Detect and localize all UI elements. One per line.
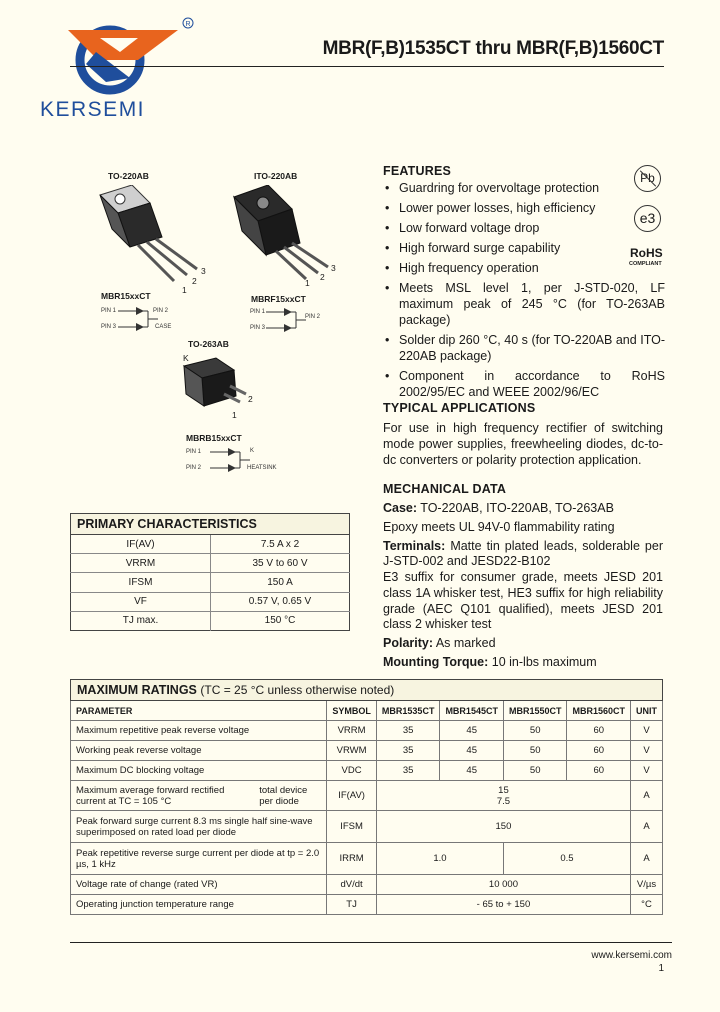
page-number: 1 [658,963,664,974]
mbr-series-label: MBR15xxCT [101,291,151,301]
table-row: Peak repetitive reverse surge current per diode at tp = 2.0 µs, 1 kHz IRRM 1.0 0.5 A [71,843,663,875]
table-row: Maximum average forward rectified current at TC = 105 °C total device per diode IF(AV) 15 7.5 A [71,781,663,811]
case-text: TO-220AB, ITO-220AB, TO-263AB [420,501,614,515]
mbrb-pin1-label: PIN 1 [186,449,202,455]
mbrb-k-label: K [250,448,255,454]
to263-pinK: K [183,353,189,363]
feature-item: • Guardring for overvoltage protection [383,180,665,196]
feature-item: • Component in accordance to RoHS 2002/95/EC and WEEE 2002/96/EC [383,368,665,400]
typical-applications-heading: TYPICAL APPLICATIONS [383,401,536,415]
feature-item: • Low forward voltage drop [383,220,665,236]
table-row: IF(AV) 7.5 A x 2 [71,535,350,554]
table-row: TJ max. 150 °C [71,611,350,630]
mechanical-heading: MECHANICAL DATA [383,482,507,496]
table-row: Working peak reverse voltage VRWM 35 45 50 60 V [71,741,663,761]
feature-item: • Meets MSL level 1, per J-STD-020, LF maximum peak of 245 °C (for TO-263AB package) [383,280,665,328]
to220ab-package-icon [92,185,212,290]
case-label: Case: [383,501,418,515]
ito220ab-label: ITO-220AB [254,171,298,181]
polarity-text: As marked [435,636,496,650]
table-row: Maximum repetitive peak reverse voltage VRRM 35 45 50 60 V [71,721,663,741]
feature-item: • Lower power losses, high efficiency [383,200,665,216]
mbr-pin2-label: PIN 2 [153,308,169,314]
to220-pin3: 3 [201,266,206,276]
table-row: Operating junction temperature range TJ - 65 to + 150 °C [71,895,663,915]
feature-item: • Solder dip 260 °C, 40 s (for TO-220AB and ITO-220AB package) [383,332,665,364]
mbrb-series-label: MBRB15xxCT [186,433,242,443]
lead-free-icon: Pb [634,165,661,192]
feature-item: • High frequency operation [383,260,665,276]
to263-pin2: 2 [248,394,253,404]
typical-applications-text: For use in high frequency rectifier of switching mode power supplies, freewheeling diodes, dc-to-dc converters or polarity protection application. [383,421,663,467]
footer-url[interactable]: www.kersemi.com [591,950,672,961]
feature-item: • High forward surge capability [383,240,665,256]
to263-pin1: 1 [232,410,237,420]
to263ab-label: TO-263AB [188,339,229,349]
features-list [383,180,665,404]
terminals-text: Matte tin plated leads, solderable per J-STD-002 and JESD22-B102 [383,538,663,569]
ito220-pin3: 3 [331,263,336,273]
brand-name: KERSEMI [40,98,146,121]
torque-text: 10 in-lbs maximum [491,654,597,669]
ito220-pin1: 1 [305,278,310,288]
mbrb-heatsink-label: HEATSINK [247,465,277,471]
to220-pin1: 1 [182,285,187,295]
svg-text:R: R [185,21,191,28]
mbrf-pin2-label: PIN 2 [305,314,321,320]
mbrf-pin3-label: PIN 3 [250,325,266,331]
ito220ab-package-icon [232,185,342,285]
mbr-case-label: CASE [155,324,172,330]
primary-characteristics-table [70,513,350,631]
table-row: Maximum DC blocking voltage VDC 35 45 50 60 V [71,761,663,781]
maximum-ratings-table [70,679,663,915]
mbrb-pin2-label: PIN 2 [186,465,202,471]
mbr-pin1-label: PIN 1 [101,308,117,314]
polarity-label: Polarity: [383,636,434,650]
mechanical-data [383,501,663,674]
to263ab-package-icon [176,356,256,416]
compliant-label: COMPLIANT [629,261,662,267]
to220ab-label: TO-220AB [108,171,149,181]
max-ratings-heading: MAXIMUM RATINGS (TC = 25 °C unless otherwise noted) [71,680,663,701]
mbrb-schematic-icon [196,444,276,476]
page-title: MBR(F,B)1535CT thru MBR(F,B)1560CT [322,38,664,59]
features-heading: FEATURES [383,164,452,178]
logo-emblem-icon [38,16,198,96]
rohs-label: RoHS [630,246,663,260]
mbrf-pin1-label: PIN 1 [250,309,266,315]
primary-heading: PRIMARY CHARACTERISTICS [71,514,350,535]
torque-label: Mounting Torque: [383,654,489,669]
table-row: VRRM 35 V to 60 V [71,554,350,573]
table-row: Peak forward surge current 8.3 ms single half sine-wave superimposed on rated load per diode IFSM 150 A [71,811,663,843]
table-header-row: PARAMETER SYMBOL MBR1535CT MBR1545CT MBR1550CT MBR1560CT UNIT [71,701,663,721]
mbr-pin3-label: PIN 3 [101,324,117,330]
e3-icon: e3 [634,205,661,232]
terminals-label: Terminals: [383,538,446,553]
top-divider [70,66,664,67]
ito220-pin2: 2 [320,272,325,282]
bottom-divider [70,942,672,943]
epoxy-text: Epoxy meets UL 94V-0 flammability rating [383,519,615,534]
table-row: Voltage rate of change (rated VR) dV/dt 10 000 V/µs [71,875,663,895]
to220-pin2: 2 [192,276,197,286]
whisker-text: E3 suffix for consumer grade, meets JESD 201 class 1A whisker test, HE3 suffix for high reliability grade (AEC Q101 qualified), meets JESD 201 class 2 whisker test [383,570,663,632]
mbrf-series-label: MBRF15xxCT [251,294,306,304]
table-row: IFSM 150 A [71,573,350,592]
table-row: VF 0.57 V, 0.65 V [71,592,350,611]
